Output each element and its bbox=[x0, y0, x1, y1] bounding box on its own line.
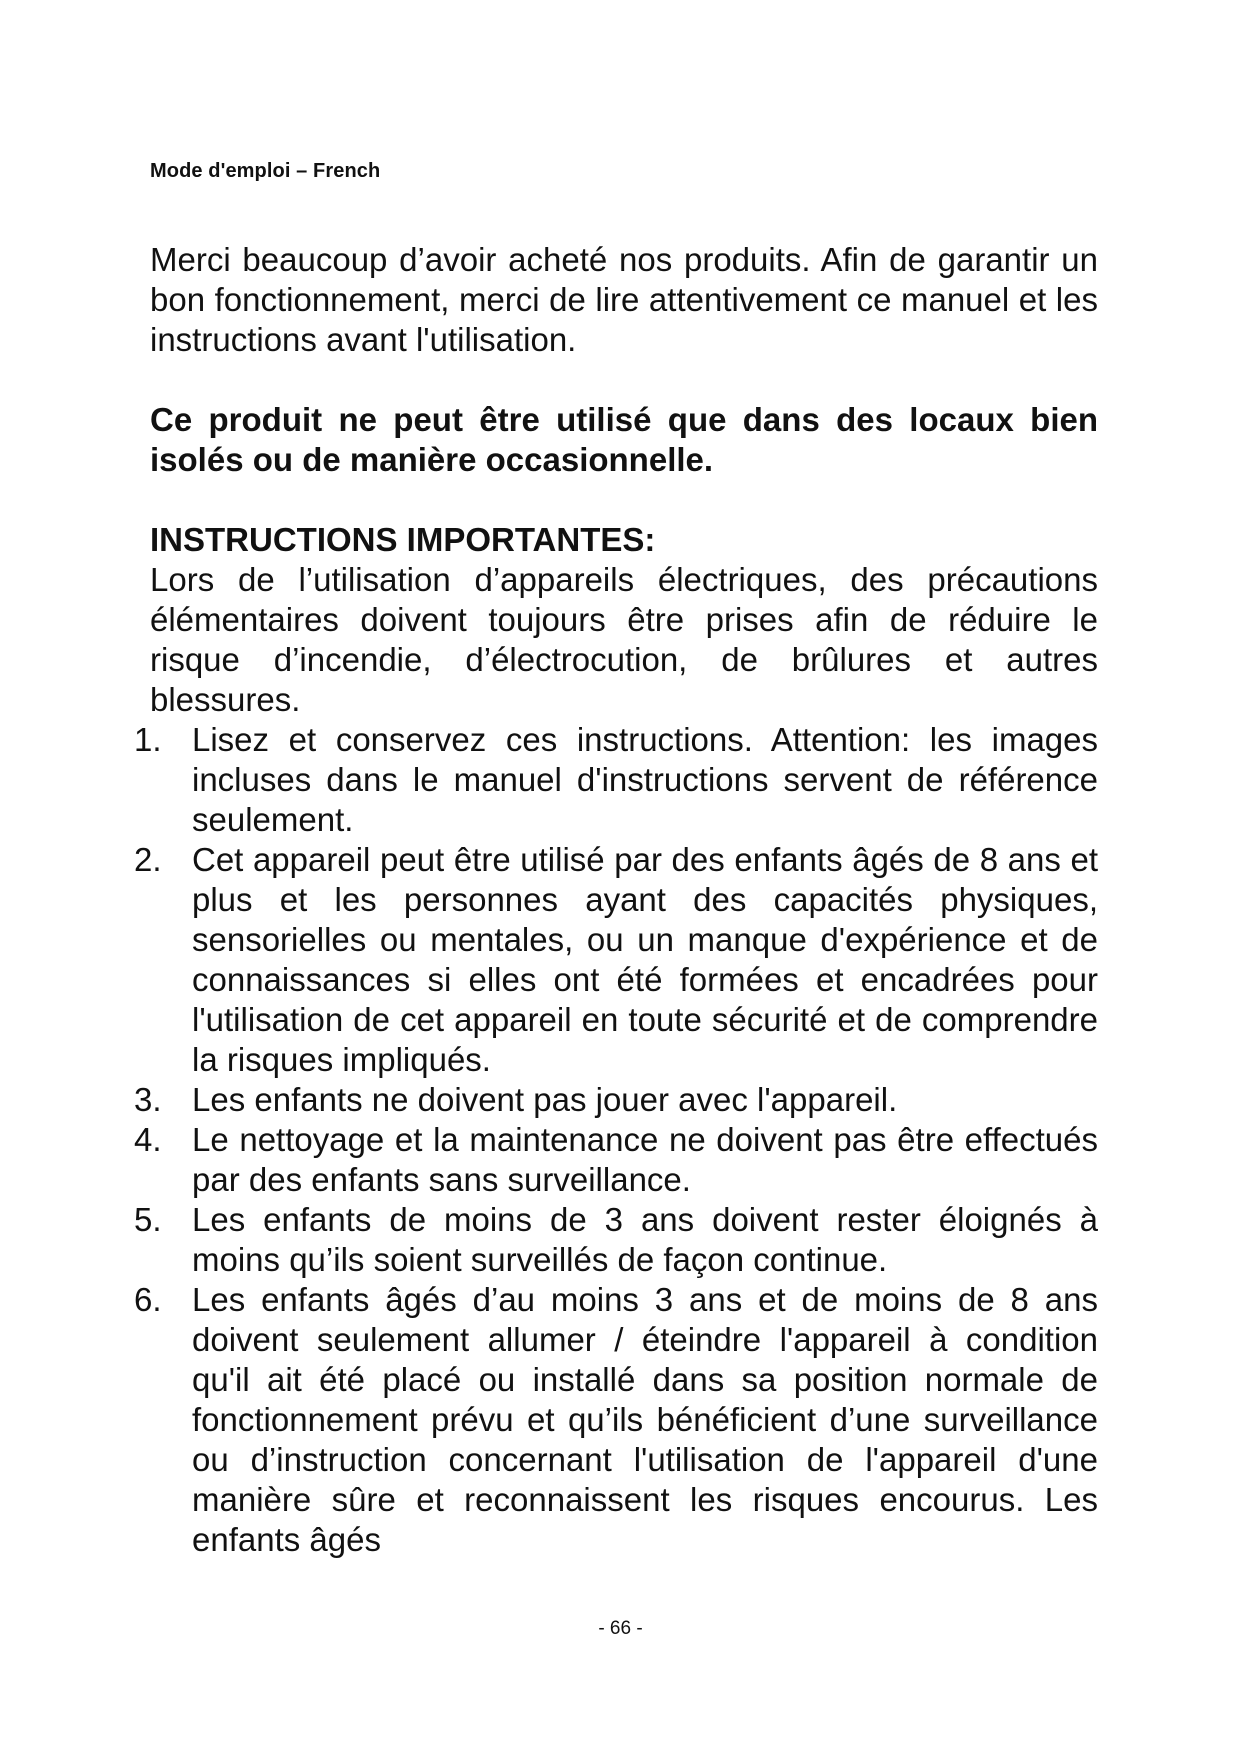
list-item bbox=[134, 1200, 1098, 1280]
item-text: Le nettoyage et la maintenance ne doivent pas être effectués par des enfants sans surveillance. bbox=[192, 1121, 1098, 1198]
list-item bbox=[134, 1080, 1098, 1120]
item-text: Cet appareil peut être utilisé par des enfants âgés de 8 ans et plus et les personnes ayant des capacités physiques, sensorielles ou mentales, ou un manque d'expérience et de connaissances si elles ont été formées et encadrées pour l'utilisation de cet appareil en toute sécurité et de comprendre la risques impliqués. bbox=[192, 841, 1098, 1078]
intro-paragraph: Merci beaucoup d’avoir acheté nos produits. Afin de garantir un bon fonctionnement, merci de lire attentivement ce manuel et les instructions avant l'utilisation. bbox=[150, 241, 1098, 358]
item-number: 5. bbox=[134, 1201, 162, 1238]
item-text: Les enfants âgés d’au moins 3 ans et de moins de 8 ans doivent seulement allumer / éteindre l'appareil à condition qu'il ait été placé ou installé dans sa position normale de fonctionnement prévu et qu’ils bénéficient d’une surveillance ou d’instruction concernant l'utilisation de l'appareil d'une manière sûre et reconnaissent les risques encourus. Les enfants âgés bbox=[192, 1281, 1098, 1558]
usage-warning: Ce produit ne peut être utilisé que dans des locaux bien isolés ou de manière occasionnelle. bbox=[150, 401, 1098, 478]
item-number: 3. bbox=[134, 1081, 162, 1118]
page-number: - 66 - bbox=[598, 1618, 643, 1639]
page-content bbox=[134, 240, 1098, 1560]
item-number: 2. bbox=[134, 841, 162, 878]
item-text: Les enfants de moins de 3 ans doivent rester éloignés à moins qu’ils soient surveillés de façon continue. bbox=[192, 1201, 1098, 1278]
item-number: 4. bbox=[134, 1121, 162, 1158]
section-lead: Lors de l’utilisation d’appareils électriques, des précautions élémentaires doivent toujours être prises afin de réduire le risque d’incendie, d’électrocution, de brûlures et autres blessures. bbox=[150, 561, 1098, 718]
item-text: Lisez et conservez ces instructions. Attention: les images incluses dans le manuel d'instructions servent de référence seulement. bbox=[192, 721, 1098, 838]
list-item bbox=[134, 720, 1098, 840]
list-item bbox=[134, 1280, 1098, 1560]
item-text: Les enfants ne doivent pas jouer avec l'appareil. bbox=[192, 1081, 898, 1118]
list-item bbox=[134, 1120, 1098, 1200]
section-heading: INSTRUCTIONS IMPORTANTES: bbox=[150, 521, 656, 558]
page-header: Mode d'emploi – French bbox=[150, 160, 381, 182]
item-number: 6. bbox=[134, 1281, 162, 1318]
list-item bbox=[134, 840, 1098, 1080]
item-number: 1. bbox=[134, 721, 162, 758]
instruction-list bbox=[134, 720, 1098, 1560]
